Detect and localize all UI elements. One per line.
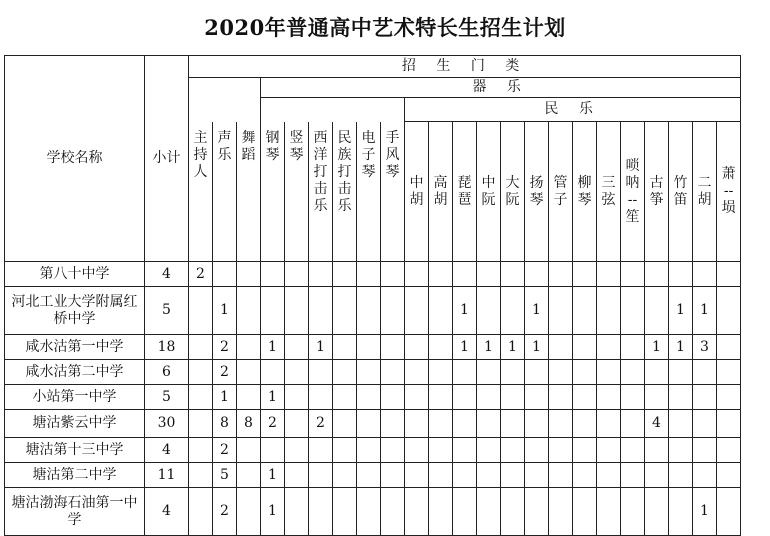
column-header: 竹 笛	[669, 122, 693, 262]
column-header: 唢 呐 -- 笙	[621, 122, 645, 262]
value-cell	[285, 360, 309, 385]
value-cell	[597, 262, 621, 287]
value-cell	[549, 385, 573, 410]
value-cell	[429, 488, 453, 536]
value-cell	[621, 410, 645, 438]
school-name-header: 学校名称	[5, 56, 145, 262]
table-row	[5, 438, 741, 463]
value-cell	[549, 438, 573, 463]
subtotal-cell: 4	[145, 488, 189, 536]
school-name-cell: 塘沽渤海石油第一中学	[5, 488, 145, 536]
value-cell	[549, 463, 573, 488]
column-header: 高 胡	[429, 122, 453, 262]
value-cell	[501, 360, 525, 385]
value-cell	[429, 287, 453, 335]
value-cell	[645, 385, 669, 410]
value-cell	[597, 438, 621, 463]
value-cell	[189, 410, 213, 438]
value-cell	[333, 438, 357, 463]
value-cell	[549, 287, 573, 335]
value-cell	[237, 287, 261, 335]
value-cell: 1	[261, 385, 285, 410]
value-cell	[429, 385, 453, 410]
column-header: 中 胡	[405, 122, 429, 262]
value-cell	[717, 488, 741, 536]
value-cell	[381, 488, 405, 536]
value-cell	[333, 287, 357, 335]
value-cell	[357, 463, 381, 488]
value-cell: 2	[261, 410, 285, 438]
value-cell	[573, 335, 597, 360]
value-cell: 1	[501, 335, 525, 360]
value-cell	[189, 335, 213, 360]
value-cell: 1	[261, 463, 285, 488]
value-cell	[597, 410, 621, 438]
value-cell	[405, 360, 429, 385]
value-cell	[285, 488, 309, 536]
value-cell	[405, 410, 429, 438]
value-cell: 1	[213, 287, 237, 335]
value-cell	[237, 385, 261, 410]
blank-header-cell	[189, 78, 261, 122]
column-header: 大 阮	[501, 122, 525, 262]
value-cell	[309, 463, 333, 488]
instruments-header: 器 乐	[261, 78, 741, 98]
value-cell	[357, 385, 381, 410]
value-cell	[693, 463, 717, 488]
column-header: 西 洋 打 击 乐	[309, 122, 333, 262]
school-name-cell: 咸水沽第一中学	[5, 335, 145, 360]
value-cell	[621, 335, 645, 360]
value-cell	[525, 463, 549, 488]
subtotal-cell: 4	[145, 262, 189, 287]
value-cell	[573, 410, 597, 438]
value-cell	[261, 438, 285, 463]
value-cell	[477, 463, 501, 488]
value-cell	[717, 262, 741, 287]
value-cell	[717, 335, 741, 360]
column-header: 钢 琴	[261, 122, 285, 262]
value-cell	[357, 438, 381, 463]
column-header: 电 子 琴	[357, 122, 381, 262]
value-cell	[621, 287, 645, 335]
value-cell	[669, 438, 693, 463]
value-cell	[333, 385, 357, 410]
value-cell	[237, 488, 261, 536]
value-cell	[693, 360, 717, 385]
value-cell	[429, 262, 453, 287]
value-cell	[717, 438, 741, 463]
column-header: 二 胡	[693, 122, 717, 262]
value-cell	[477, 287, 501, 335]
value-cell	[189, 488, 213, 536]
column-header: 民 族 打 击 乐	[333, 122, 357, 262]
value-cell	[285, 335, 309, 360]
value-cell	[333, 410, 357, 438]
value-cell	[573, 262, 597, 287]
value-cell: 2	[213, 438, 237, 463]
value-cell	[309, 287, 333, 335]
value-cell	[621, 438, 645, 463]
value-cell	[525, 262, 549, 287]
subtotal-cell: 18	[145, 335, 189, 360]
column-header: 声 乐	[213, 122, 237, 262]
value-cell	[573, 287, 597, 335]
subtotal-cell: 5	[145, 287, 189, 335]
value-cell	[405, 488, 429, 536]
value-cell	[693, 438, 717, 463]
value-cell	[285, 385, 309, 410]
value-cell	[405, 262, 429, 287]
value-cell	[453, 438, 477, 463]
value-cell: 1	[261, 335, 285, 360]
value-cell	[357, 287, 381, 335]
school-name-cell: 塘沽紫云中学	[5, 410, 145, 438]
value-cell	[381, 410, 405, 438]
value-cell	[477, 438, 501, 463]
value-cell	[285, 463, 309, 488]
subtotal-cell: 4	[145, 438, 189, 463]
value-cell: 2	[213, 488, 237, 536]
value-cell	[549, 410, 573, 438]
value-cell	[621, 488, 645, 536]
value-cell	[501, 463, 525, 488]
school-name-cell: 塘沽第二中学	[5, 463, 145, 488]
value-cell	[549, 360, 573, 385]
value-cell	[429, 410, 453, 438]
value-cell	[621, 262, 645, 287]
value-cell	[189, 360, 213, 385]
value-cell	[261, 287, 285, 335]
value-cell	[645, 488, 669, 536]
value-cell	[405, 385, 429, 410]
value-cell	[381, 385, 405, 410]
value-cell: 2	[213, 335, 237, 360]
value-cell	[717, 385, 741, 410]
value-cell: 1	[669, 287, 693, 335]
value-cell	[405, 438, 429, 463]
value-cell	[525, 438, 549, 463]
column-header: 三 弦	[597, 122, 621, 262]
value-cell: 3	[693, 335, 717, 360]
value-cell	[453, 360, 477, 385]
value-cell	[717, 410, 741, 438]
value-cell	[621, 463, 645, 488]
value-cell	[189, 287, 213, 335]
folk-header: 民 乐	[405, 98, 741, 122]
value-cell	[453, 488, 477, 536]
value-cell: 1	[693, 488, 717, 536]
column-header: 舞 蹈	[237, 122, 261, 262]
value-cell	[189, 438, 213, 463]
value-cell	[333, 262, 357, 287]
value-cell	[381, 335, 405, 360]
value-cell	[237, 262, 261, 287]
blank-header-cell	[261, 98, 405, 122]
value-cell	[597, 360, 621, 385]
value-cell	[645, 463, 669, 488]
value-cell	[645, 360, 669, 385]
value-cell	[261, 360, 285, 385]
table-row	[5, 335, 741, 360]
value-cell	[549, 488, 573, 536]
value-cell: 1	[669, 335, 693, 360]
value-cell	[501, 438, 525, 463]
value-cell	[621, 360, 645, 385]
value-cell: 8	[213, 410, 237, 438]
value-cell	[285, 410, 309, 438]
value-cell	[237, 360, 261, 385]
value-cell	[645, 262, 669, 287]
value-cell	[645, 438, 669, 463]
value-cell	[381, 262, 405, 287]
value-cell	[309, 438, 333, 463]
value-cell	[309, 385, 333, 410]
value-cell	[525, 385, 549, 410]
value-cell: 1	[213, 385, 237, 410]
value-cell	[693, 385, 717, 410]
value-cell: 1	[261, 488, 285, 536]
table-row	[5, 287, 741, 335]
value-cell	[309, 488, 333, 536]
value-cell: 5	[213, 463, 237, 488]
value-cell: 8	[237, 410, 261, 438]
value-cell	[453, 262, 477, 287]
school-name-cell: 塘沽第十三中学	[5, 438, 145, 463]
column-header: 扬 琴	[525, 122, 549, 262]
value-cell	[405, 463, 429, 488]
table-row	[5, 488, 741, 536]
value-cell	[429, 463, 453, 488]
page-title: 2020年普通高中艺术特长生招生计划	[204, 15, 566, 40]
value-cell	[477, 488, 501, 536]
value-cell	[597, 335, 621, 360]
value-cell	[381, 287, 405, 335]
value-cell	[501, 410, 525, 438]
value-cell: 1	[693, 287, 717, 335]
school-name-cell: 河北工业大学附属红桥中学	[5, 287, 145, 335]
school-name-cell: 咸水沽第二中学	[5, 360, 145, 385]
subtotal-cell: 6	[145, 360, 189, 385]
value-cell	[285, 287, 309, 335]
value-cell	[597, 287, 621, 335]
value-cell	[189, 463, 213, 488]
value-cell	[597, 385, 621, 410]
value-cell	[477, 410, 501, 438]
value-cell	[309, 360, 333, 385]
value-cell	[525, 488, 549, 536]
value-cell: 1	[525, 287, 549, 335]
value-cell	[357, 335, 381, 360]
value-cell	[501, 262, 525, 287]
value-cell	[477, 262, 501, 287]
value-cell: 1	[453, 335, 477, 360]
column-header: 竖 琴	[285, 122, 309, 262]
value-cell	[333, 463, 357, 488]
school-name-cell: 第八十中学	[5, 262, 145, 287]
table-row	[5, 360, 741, 385]
value-cell	[597, 488, 621, 536]
value-cell	[381, 360, 405, 385]
value-cell	[597, 463, 621, 488]
value-cell	[381, 463, 405, 488]
column-header: 中 阮	[477, 122, 501, 262]
value-cell	[453, 410, 477, 438]
value-cell	[525, 410, 549, 438]
value-cell	[717, 287, 741, 335]
subtotal-header: 小计	[145, 56, 189, 262]
subtotal-cell: 11	[145, 463, 189, 488]
column-header: 萧 -- 埙	[717, 122, 741, 262]
value-cell	[621, 385, 645, 410]
value-cell	[213, 262, 237, 287]
value-cell	[501, 385, 525, 410]
value-cell	[453, 385, 477, 410]
value-cell	[573, 360, 597, 385]
value-cell	[357, 488, 381, 536]
column-header: 古 筝	[645, 122, 669, 262]
value-cell	[357, 262, 381, 287]
value-cell	[429, 335, 453, 360]
value-cell	[477, 360, 501, 385]
value-cell	[405, 287, 429, 335]
column-header: 琵 琶	[453, 122, 477, 262]
value-cell	[237, 463, 261, 488]
table-row	[5, 262, 741, 287]
value-cell	[573, 488, 597, 536]
value-cell	[669, 262, 693, 287]
value-cell	[333, 488, 357, 536]
value-cell	[549, 262, 573, 287]
column-header: 管 子	[549, 122, 573, 262]
value-cell	[333, 360, 357, 385]
value-cell	[717, 360, 741, 385]
value-cell	[573, 385, 597, 410]
value-cell	[669, 463, 693, 488]
school-name-cell: 小站第一中学	[5, 385, 145, 410]
value-cell	[573, 463, 597, 488]
table-row	[5, 410, 741, 438]
value-cell	[573, 438, 597, 463]
value-cell	[189, 385, 213, 410]
value-cell: 1	[477, 335, 501, 360]
table-row	[5, 463, 741, 488]
value-cell	[261, 262, 285, 287]
table-row	[5, 385, 741, 410]
value-cell	[429, 360, 453, 385]
subtotal-cell: 30	[145, 410, 189, 438]
value-cell	[237, 335, 261, 360]
column-header: 主 持 人	[189, 122, 213, 262]
column-header: 手 风 琴	[381, 122, 405, 262]
value-cell: 1	[645, 335, 669, 360]
value-cell	[285, 438, 309, 463]
value-cell	[669, 410, 693, 438]
value-cell	[693, 262, 717, 287]
value-cell	[501, 287, 525, 335]
value-cell: 1	[525, 335, 549, 360]
value-cell	[309, 262, 333, 287]
value-cell	[357, 360, 381, 385]
value-cell	[453, 463, 477, 488]
value-cell	[357, 410, 381, 438]
value-cell	[381, 438, 405, 463]
categories-header: 招 生 门 类	[189, 56, 741, 78]
value-cell: 1	[453, 287, 477, 335]
enrollment-plan-table	[4, 55, 741, 536]
value-cell	[333, 335, 357, 360]
value-cell	[477, 385, 501, 410]
value-cell	[669, 360, 693, 385]
value-cell: 2	[189, 262, 213, 287]
column-header: 柳 琴	[573, 122, 597, 262]
header-row-1	[5, 56, 741, 78]
value-cell	[501, 488, 525, 536]
value-cell	[693, 410, 717, 438]
value-cell	[717, 463, 741, 488]
value-cell	[429, 438, 453, 463]
value-cell	[669, 385, 693, 410]
value-cell: 2	[213, 360, 237, 385]
value-cell	[525, 360, 549, 385]
value-cell: 1	[309, 335, 333, 360]
value-cell	[237, 438, 261, 463]
value-cell	[645, 287, 669, 335]
value-cell: 4	[645, 410, 669, 438]
value-cell	[285, 262, 309, 287]
value-cell	[669, 488, 693, 536]
value-cell: 2	[309, 410, 333, 438]
value-cell	[549, 335, 573, 360]
subtotal-cell: 5	[145, 385, 189, 410]
value-cell	[405, 335, 429, 360]
